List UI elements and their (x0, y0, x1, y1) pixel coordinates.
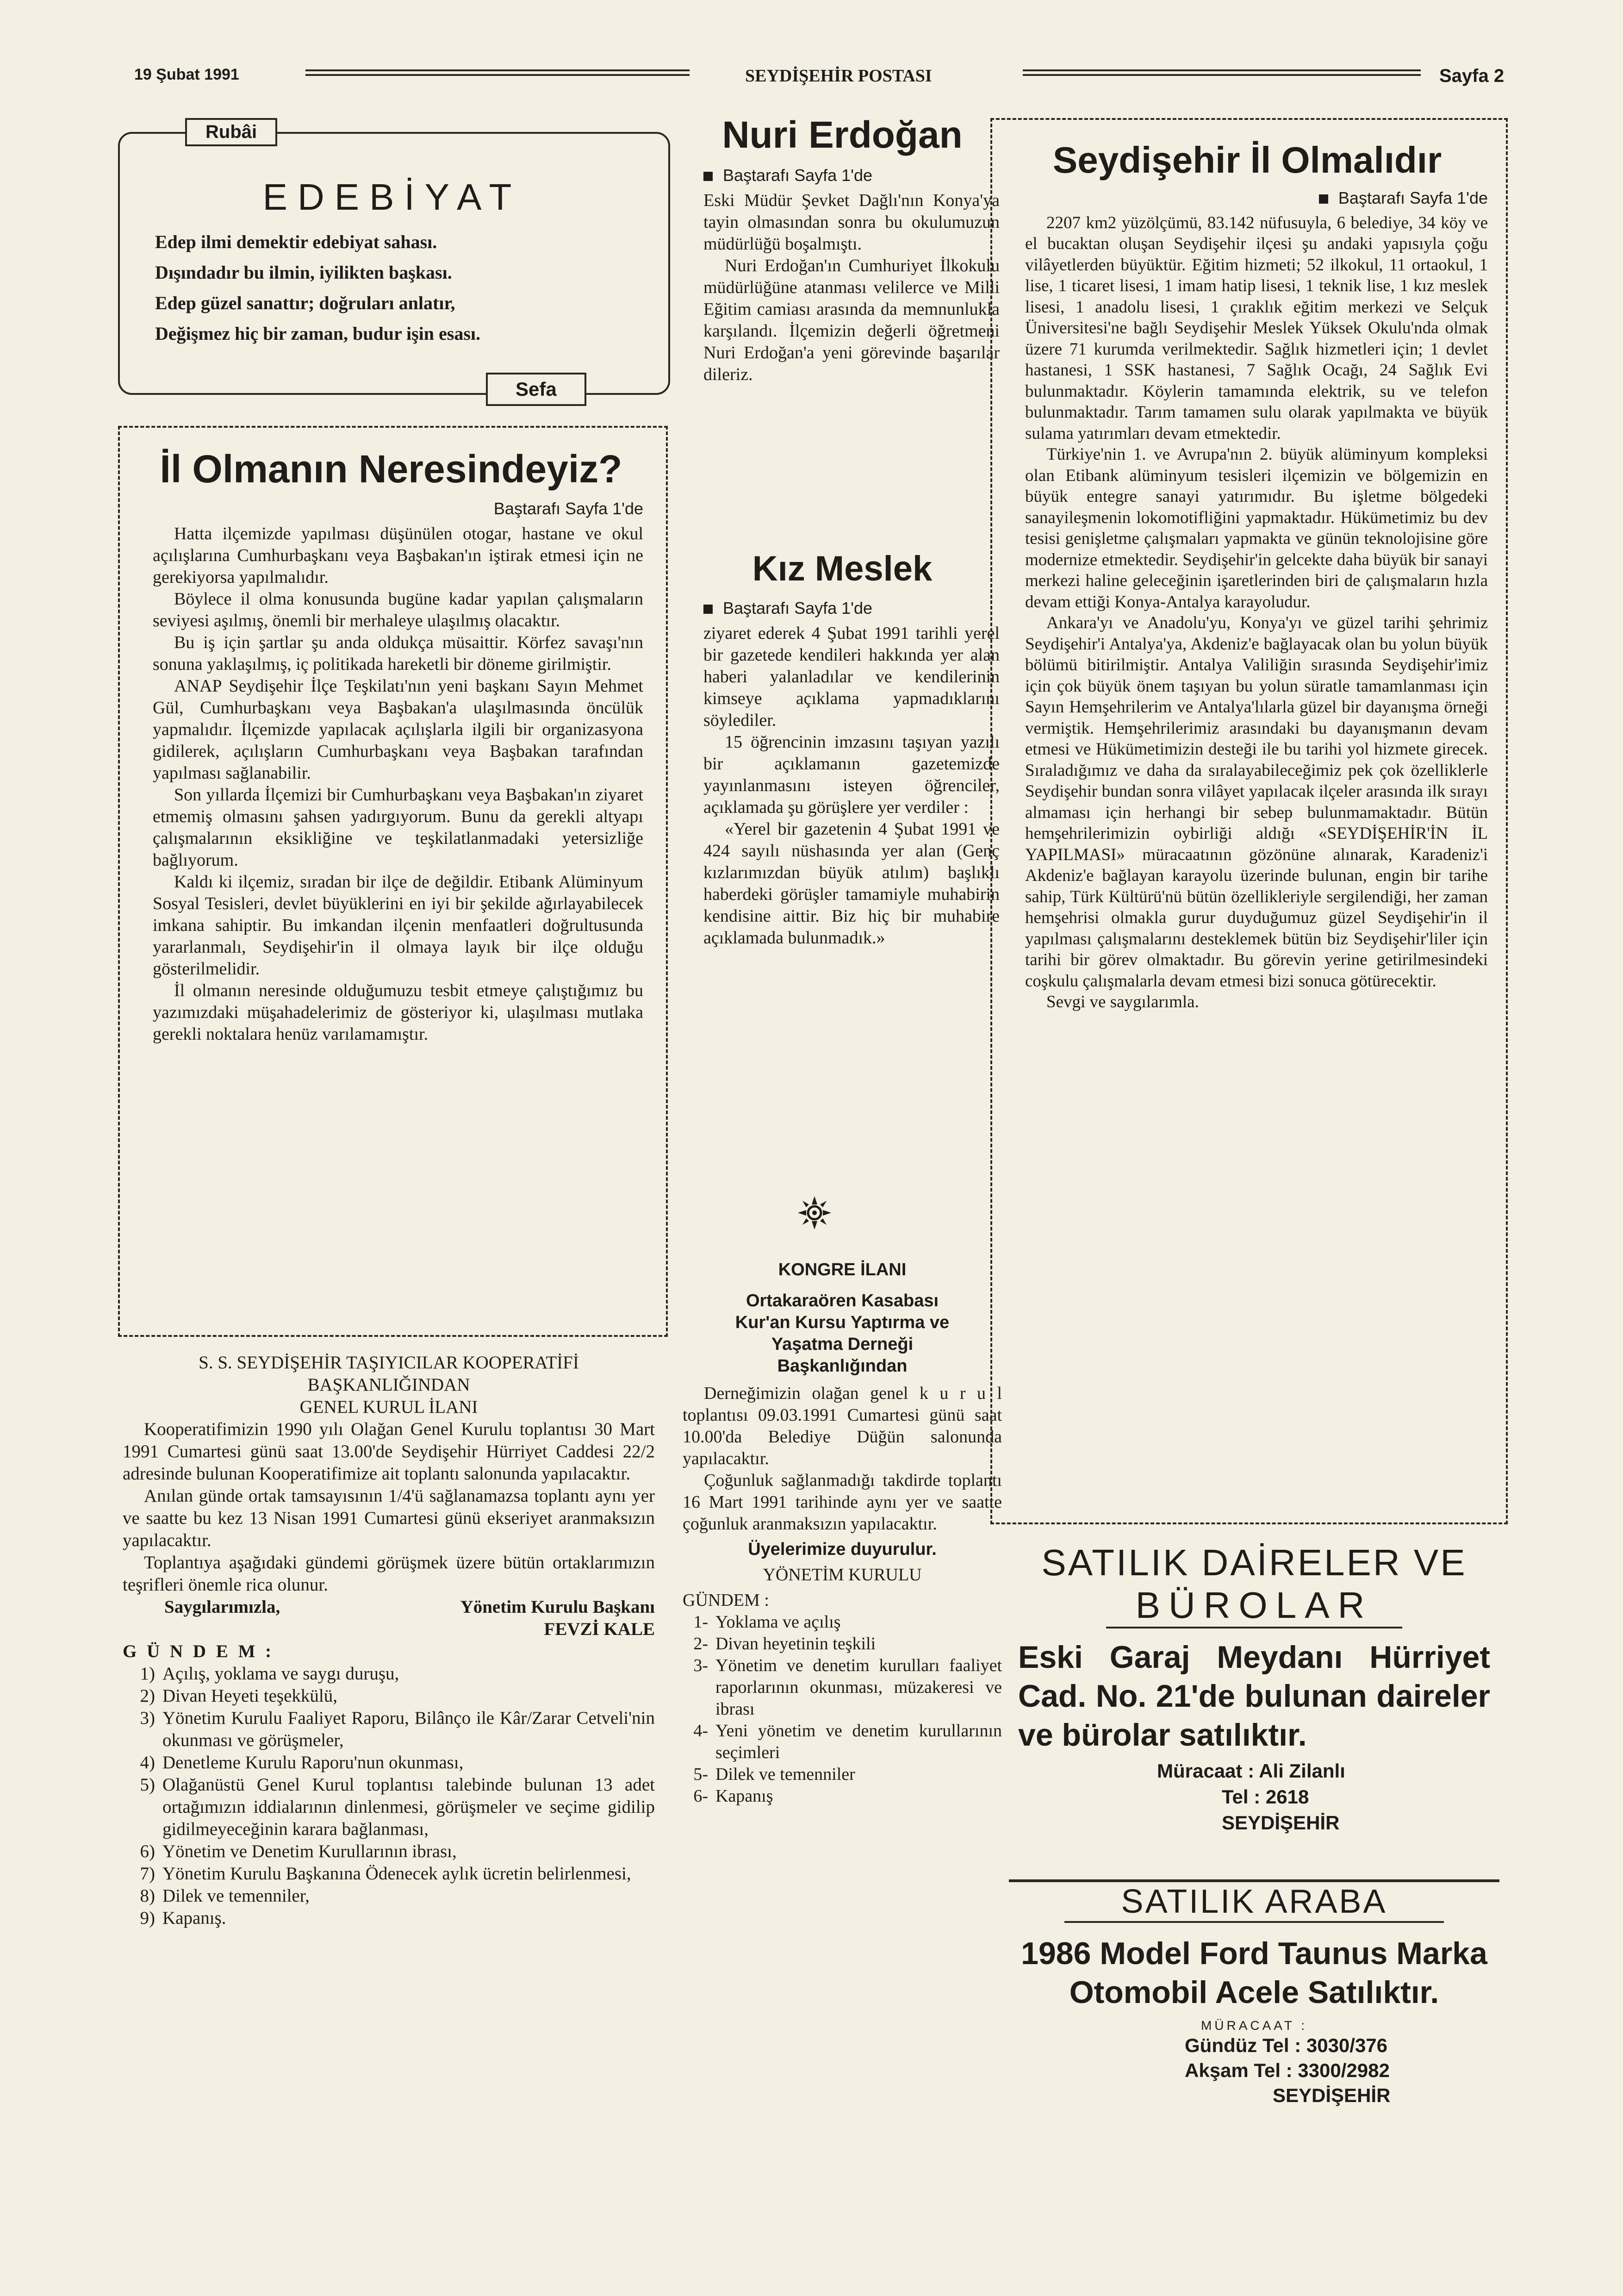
kooperatif-board: Yönetim Kurulu Başkanı (460, 1597, 655, 1617)
agenda-item: 3- Yönetim ve denetim kurulları faaliyet raporlarının okunması, müzakeresi ve ibrası (693, 1656, 1002, 1719)
header-rule-left (305, 69, 690, 76)
kooperatif-regards: Saygılarımızla, (164, 1597, 280, 1617)
continued-note: Baştarafı Sayfa 1'de (493, 499, 643, 518)
kongre-org: Başkanlığından (777, 1356, 908, 1376)
poem-line: Edep ilmi demektir edebiyat sahası. (155, 231, 437, 252)
header-date: 19 Şubat 1991 (134, 66, 239, 83)
kongre-agenda-title: GÜNDEM : (683, 1591, 769, 1610)
kongre-notice (683, 1259, 1002, 1807)
kooperatif-signatory: FEVZİ KALE (544, 1619, 655, 1639)
agenda-item: 1) Açılış, yoklama ve saygı duruşu, (140, 1664, 399, 1684)
paragraph: ziyaret ederek 4 Şubat 1991 tarihli yerel bir gazetede kendileri hakkında yer alan haberi yalanladılar ve kendilerinin kimseye açıklama yapmadıklarını söylediler. (703, 624, 1000, 730)
article-body-kiz-meslek (703, 597, 1000, 949)
paragraph: Eski Müdür Şevket Dağlı'nın Konya'ya tayin olmasından sonra bu okulumuzun müdürlüğü boşalmıştı. (703, 191, 1000, 254)
agenda-item: 6) Yönetim ve Denetim Kurullarının ibrası, (140, 1841, 457, 1861)
paragraph: Türkiye'nin 1. ve Avrupa'nın 2. büyük alüminyum kompleksi olan Etibank alüminyum tesisleri ilçemizin ve bölgemizin en büyük entegre sanayi yatırımıdır. Bu işletme bölgedeki sanayileşmenin lokomotifliğini yapmaktadır. Hükümetimiz bu dev tesisi genişletme çalışmaları yapmakta ve günün teknolojisine göre modernize etmektedir. Seydişehir'in gelcekte daha büyük bir sanayi merkezi haline geleceğinin işaretlerinden biri de çalışmaların hızla devam ettiği Konya-Antalya karayoludur. (1025, 445, 1488, 611)
ad-araba (1009, 1879, 1499, 2108)
header-rule-right (1023, 69, 1421, 76)
paragraph: İl olmanın neresinde olduğumuzu tesbit etmeye çalıştığımız bu yazımızdaki müşahadelerimiz de gösteriyor ki, ulaşılması mutlaka gerekli noktalara henüz varılamamıştır. (153, 981, 643, 1044)
paragraph: 2207 km2 yüzölçümü, 83.142 nüfusuyla, 6 belediye, 34 köy ve el bucaktan oluşan Seydişehir ilçesi şu andaki yapısıyla çoğu vilâyetlerden büyüktür. Eğitim hizmeti; 52 ilkokul, 11 ortaokul, 1 lise, 1 ticaret lisesi, 1 imam hatip lisesi, 1 teknik lise, 1 kız meslek lisesi, 1 anadolu lisesi, 1 çıraklık eğitim merkezi ve Selçuk Üniversitesi'ne bağlı Seydişehir Meslek Yüksek Okulu'nda olmak üzere 71 kurumda verilmektedir. Sağlık hizmetleri için; 1 devlet hastanesi, 1 SSK hastanesi, 7 Sağlık Ocağı, 24 Sağlık Evi bulunmaktadır. Köylerin tamamında elektrik, su ve telefon bulunmaktadır. Tarım tamamen sulu olarak yapılmakta ve büyük sulama yatırımları devam etmektedir. (1025, 213, 1488, 443)
article-title-nuri: Nuri Erdoğan (722, 114, 963, 156)
paragraph: 15 öğrencinin imzasını taşıyan yazılı bir açıklamanın gazetemizde yayınlanmasını isteyen öğrenciler, açıklamada şu görüşlere yer verdiler : (703, 732, 1000, 817)
ad-araba-phone-day: Gündüz Tel : 3030/376 (1185, 2034, 1388, 2056)
paragraph: Son yıllarda İlçemizi bir Cumhurbaşkanı veya Başbakan'ın ziyaret etmemiş olmasını şahsen yadırgıyorum. Bunu da gerekli altyapı çalışmalarının eksikliğine ve teşkilatlanmadaki yetersizliğe bağlıyorum. (153, 785, 643, 870)
paragraph: Toplantıya aşağıdaki gündemi görüşmek üzere bütün ortaklarımızın teşrifleri önemle rica olunur. (123, 1553, 655, 1595)
header-paper-name: SEYDİŞEHİR POSTASI (745, 66, 932, 86)
agenda-item: 8) Dilek ve temenniler, (140, 1886, 310, 1906)
continued-note: Baştarafı Sayfa 1'de (703, 597, 1000, 619)
paragraph: Nuri Erdoğan'ın Cumhuriyet İlkokulu müdürlüğüne atanması velilerce ve Milli Eğitim camiası arasında da memnunlukla karşılandı. İlçemizin değerli öğretmeni Nuri Erdoğan'a yeni görevinde başarılar dileriz. (703, 256, 1000, 384)
paragraph: Derneğimizin olağan genel k u r u l toplantısı 09.03.1991 Cumartesi günü saat 10.00'da Belediye Düğün salonunda yapılacaktır. (683, 1384, 1002, 1468)
kongre-invite: Üyelerimize duyurulur. (748, 1540, 937, 1559)
ad-daire-title: SATILIK DAİRELER VE (1041, 1542, 1467, 1583)
paragraph: Kooperatifimizin 1990 yılı Olağan Genel Kurulu toplantısı 30 Mart 1991 Cumartesi günü saat 13.00'de Seydişehir Hürriyet Caddesi 22/2 adresinde bulunan Kooperatifimize ait toplantı salonunda yapılacaktır. (123, 1419, 655, 1484)
poem-line: Değişmez hiç bir zaman, budur işin esası. (155, 323, 481, 344)
kongre-org: Yaşatma Derneği (771, 1335, 914, 1354)
agenda-item: 7) Yönetim Kurulu Başkanına Ödenecek aylık ücretin belirlenmesi, (140, 1864, 631, 1884)
kongre-title: KONGRE İLANI (778, 1260, 907, 1279)
agenda-item: 6- Kapanış (693, 1786, 773, 1806)
square-bullet-icon (703, 172, 713, 181)
square-bullet-icon (703, 605, 713, 614)
agenda-item: 2) Divan Heyeti teşekkülü, (140, 1686, 337, 1706)
kongre-org: Ortakaraören Kasabası (746, 1291, 939, 1310)
paragraph: Çoğunluk sağlanmadığı takdirde toplantı 16 Mart 1991 tarihinde aynı yer ve saatte çoğunluk aranmaksızın yapılacaktır. (683, 1471, 1002, 1534)
paragraph: Kaldı ki ilçemiz, sıradan bir ilçe de değildir. Etibank Alüminyum Sosyal Tesisleri, devlet büyüklerini en iyi bir şekilde ağırlayabilecek imkana sahiptir. Bu imkandan ilçenin menfaatleri doğrultusunda yararlanmalı, Seydişehir'in il olmaya layık bir ilçe olduğu gösterilmelidir. (153, 872, 643, 979)
agenda-item: 9) Kapanış. (140, 1908, 226, 1928)
paragraph: «Yerel bir gazetenin 4 Şubat 1991 ve 424 sayılı nüshasında yer alan (Genç kızlarımızdan büyük atılım) başlıklı haberdeki görüşler tamamiyle muhabirin kendisine aittir. Biz hiç bir muhabire açıklamada bulunmadık.» (703, 819, 1000, 948)
kooperatif-heading: GENEL KURUL İLANI (299, 1397, 478, 1417)
paragraph: Hatta ilçemizde yapılması düşünülen otogar, hastane ve okul açılışlarına Cumhurbaşkanı veya Başbakan'ın iştirak etmesi için ne gerekiyorsa yapılmalıdır. (153, 524, 643, 587)
article-title-seydisehir-il: Seydişehir İl Olmalıdır (1052, 139, 1442, 181)
ad-daire-phone: Tel : 2618 (1222, 1786, 1309, 1808)
header-page-number: Sayfa 2 (1439, 66, 1505, 86)
ornament-icon (796, 1194, 833, 1231)
poem-title: EDEBİYAT (262, 176, 522, 218)
article-title-kiz-meslek: Kız Meslek (752, 549, 933, 588)
agenda-item: 2- Divan heyetinin teşkili (693, 1634, 876, 1653)
paragraph: Ankara'yı ve Anadolu'yu, Konya'yı ve güzel tarihi şehrimiz Seydişehir'i Antalya'ya, Akdeniz'e bağlayacak olan bu yolun büyük bölümü bitirilmiştir. Antalya Valiliğin sırasında Seydişehir'imiz için çok büyük önem taşıyan bu yolun süratle tamamlanması için Sayın Hemşehrilerim ve Antalya'lılarla güzel bir dayanışma örneği vermiştik. Hemşehrilerimiz arasındaki bu dayanışmanın devam etmesi ve Hükümetimizin desteği ile bu tarihi yol hizmete girecek. Sıraladığımız ve daha da sıralayabileceğimiz pek çok özelliklerle Seydişehir bundan sonra vilâyet yapılacak ilçeler arasında ilk sırayı almaması için herhangi bir sebep bulunmamaktadır. Bütün hemşehrilerimizin oybirliği aldığı «SEYDİŞEHİR'İN İL YAPILMASI» müracaatının gözönüne alınarak, Karadeniz'i Akdeniz'e bağlayan karayolu üzerinde bulunan, engin bir tarihe sahip, Türk Kültürü'nü bütün özellikleriyle sergilendiği, her zaman hemşehrisi olmakla gurur duyduğumuz güzel Seydişehir'in il yapılması çalışmalarını desteklemek bütün biz Seydişehir'liler için tarihi bir görev olmaktadır. Bu görevin yerine getirilmesindeki coşkulu çalışmalarla devam etmesi bizi sonuca götürecektir. (1025, 613, 1488, 991)
kooperatif-agenda-title: G Ü N D E M : (123, 1641, 274, 1661)
poem-author: Sefa (486, 373, 586, 406)
ad-araba-title: SATILIK ARABA (1064, 1882, 1444, 1923)
ad-daire-contact: Müracaat : Ali Zilanlı (1157, 1760, 1345, 1782)
kongre-org: Kur'an Kursu Yaptırma ve (735, 1313, 950, 1332)
ad-araba-phone-night: Akşam Tel : 3300/2982 (1185, 2059, 1390, 2081)
ad-araba-label: MÜRACAAT : (1200, 2018, 1308, 2033)
ad-araba-body: 1986 Model Ford Taunus Marka (1021, 1936, 1487, 1971)
poem-lines (155, 227, 641, 349)
ad-daire (1018, 1541, 1490, 1836)
kongre-board: YÖNETİM KURULU (763, 1565, 922, 1585)
agenda-item: 5) Olağanüstü Genel Kurul toplantısı talebinde bulunan 13 adet ortağımızın iddialarının dinlenmesi, görüşmeler ve seçime gidilip gidilmeyeceğinin karara bağlanması, (140, 1775, 655, 1839)
kooperatif-heading: S. S. SEYDİŞEHİR TAŞIYICILAR KOOPERATİFİ (199, 1353, 579, 1373)
agenda-item: 5- Dilek ve temenniler (693, 1765, 855, 1784)
square-bullet-icon (1319, 194, 1328, 204)
poem-tag: Rubâi (185, 118, 277, 146)
ad-araba-body: Otomobil Acele Satılıktır. (1069, 1975, 1439, 2010)
kooperatif-notice (123, 1352, 655, 1929)
continued-note: Baştarafı Sayfa 1'de (703, 164, 1000, 186)
poem-line: Edep güzel sanattır; doğruları anlatır, (155, 293, 455, 313)
paragraph: Böylece il olma konusunda bugüne kadar yapılan çalışmaların seviyesi aşılmış, önemli bir merhaleye ulaşılmış olacaktır. (153, 589, 643, 630)
article-body-il-olmanin (153, 498, 643, 1045)
article-body-nuri (703, 164, 1000, 386)
paragraph: ANAP Seydişehir İlçe Teşkilatı'nın yeni başkanı Sayın Mehmet Gül, Cumhurbaşkanı veya Başbakan'a ulaşılmasında öncülük yapmalıdır. İlçemizde yapılacak açılışlarla ilgili bir organizasyona gidilerek, açılışların Cumhurbaşkanı veya Başbakan tarafından yapılması sağlanabilir. (153, 676, 643, 783)
agenda-item: 4) Denetleme Kurulu Raporu'nun okunması, (140, 1753, 464, 1772)
ad-daire-title: BÜROLAR (1106, 1584, 1402, 1628)
agenda-item: 1- Yoklama ve açılış (693, 1612, 841, 1632)
continued-note: Baştarafı Sayfa 1'de (1025, 187, 1488, 209)
ad-daire-body: Eski Garaj Meydanı Hürriyet Cad. No. 21'de bulunan daireler ve bürolar satılıktır. (1018, 1640, 1490, 1753)
agenda-item: 3) Yönetim Kurulu Faaliyet Raporu, Bilânço ile Kâr/Zarar Cetveli'nin okunması ve görüşmeler, (140, 1708, 655, 1750)
article-title-il-olmanin: İl Olmanın Neresindeyiz? (160, 447, 622, 491)
paragraph: Bu iş için şartlar şu anda oldukça müsaittir. Körfez savaşı'nın sonuna yaklaşılmış, iç politikada hareketli bir döneme girilmiştir. (153, 633, 643, 674)
paragraph: Anılan günde ortak tamsayısının 1/4'ü sağlanamazsa toplantı aynı yer ve saatte bu kez 13 Nisan 1991 Cumartesi günü ekseriyet aranmaksızın yapılacaktır. (123, 1486, 655, 1550)
kooperatif-heading: BAŞKANLIĞINDAN (307, 1375, 470, 1395)
poem-line: Dışındadır bu ilmin, iyilikten başkası. (155, 262, 452, 283)
ad-araba-city: SEYDİŞEHİR (1273, 2084, 1391, 2106)
article-body-seydisehir-il (1025, 187, 1488, 1013)
agenda-item: 4- Yeni yönetim ve denetim kurullarının seçimleri (693, 1721, 1002, 1762)
paragraph: Sevgi ve saygılarımla. (1046, 992, 1199, 1011)
ad-daire-city: SEYDİŞEHİR (1222, 1812, 1340, 1834)
